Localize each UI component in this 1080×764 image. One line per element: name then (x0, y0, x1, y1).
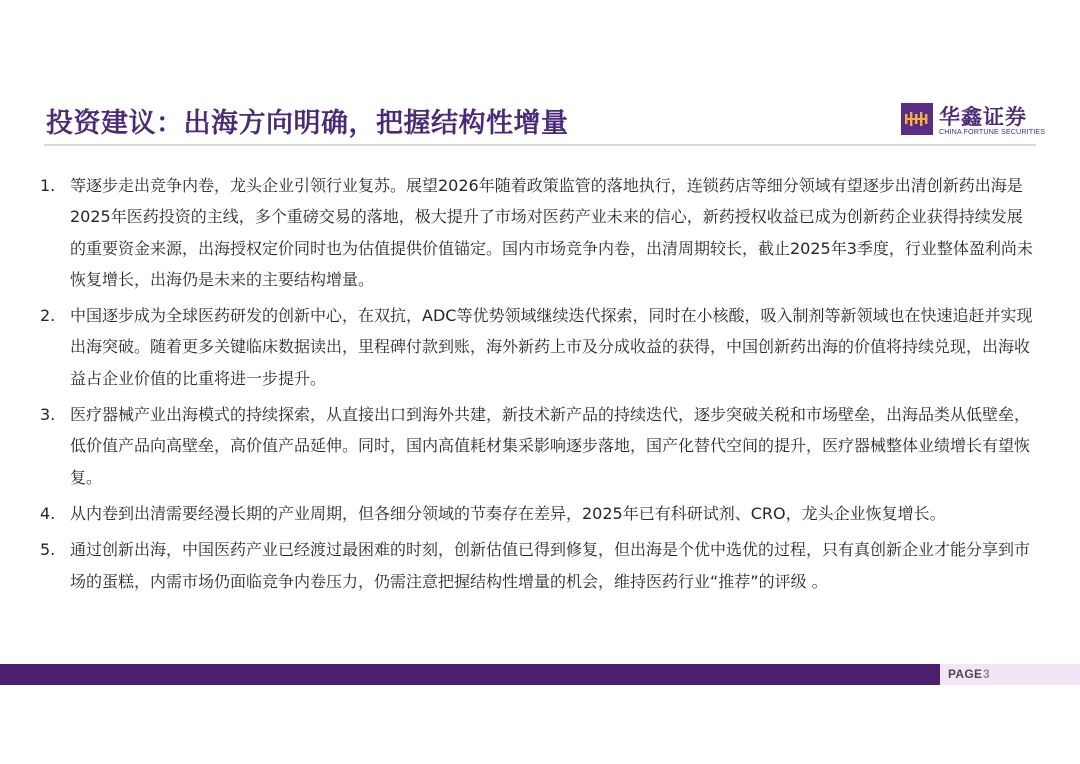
list-item-number: 3. (40, 405, 56, 425)
list-item-text: 等逐步走出竞争内卷，龙头企业引领行业复苏。展望2026年随着政策监管的落地执行，连锁药店等细分领域有望逐步出清创新药出海是2025年医药投资的主线，多个重磅交易的落地，极大提升了市场对医药产业未来的信心，新药授权收益已成为创新药企业获得持续发展的重要资金来源，出海授权定价同时也为估值提供价值锚定。国内市场竞争内卷，出清周期较长，截止2025年3季度，行业整体盈利尚未恢复增长，出海仍是未来的主要结构增量。 (70, 176, 1033, 289)
list-item (40, 399, 1036, 493)
list-item (40, 300, 1036, 394)
page-number: 3 (983, 667, 990, 681)
footer-bar (0, 664, 1080, 685)
page-title: 投资建议：出海方向明确，把握结构性增量 (46, 108, 569, 139)
huaxin-logo-icon (901, 103, 933, 135)
list-item-number: 5. (40, 540, 56, 560)
list-item (40, 534, 1036, 597)
list-item-number: 1. (40, 176, 56, 195)
recommendation-list (40, 170, 1036, 602)
title-divider (44, 144, 1036, 146)
page-label: PAGE (948, 667, 983, 681)
list-item-text: 中国逐步成为全球医药研发的创新中心，在双抗，ADC等优势领域继续迭代探索，同时在小核酸，吸入制剂等新领域也在快速追赶并实现出海突破。随着更多关键临床数据读出，里程碑付款到账，海外新药上市及分成收益的获得，中国创新药出海的价值将持续兑现，出海收益占企业价值的比重将进一步提升。 (70, 306, 1033, 388)
list-item-number: 4. (40, 503, 56, 523)
list-item-text: 医疗器械产业出海模式的持续探索，从直接出口到海外共建，新技术新产品的持续迭代，逐步突破关税和市场壁垒，出海品类从低壁垒，低价值产品向高壁垒，高价值产品延伸。同时，国内高值耗材集采影响逐步落地，国产化替代空间的提升，医疗器械整体业绩增长有望恢复。 (70, 405, 1031, 487)
list-item-text: 通过创新出海，中国医药产业已经渡过最困难的时刻，创新估值已得到修复，但出海是个优中选优的过程，只有真创新企业才能分享到市场的蛋糕，内需市场仍面临竞争内卷压力，仍需注意把握结构性增量的机会，维持医药行业“推荐”的评级 。 (70, 540, 1031, 591)
list-item (40, 498, 1036, 529)
logo-name: 华鑫证券 (939, 105, 1027, 129)
list-item (40, 170, 1036, 295)
logo-subtitle: CHINA FORTUNE SECURITIES (939, 127, 1046, 136)
list-item-text: 从内卷到出清需要经漫长期的产业周期，但各细分领域的节奏存在差异，2025年已有科研试剂、CRO，龙头企业恢复增长。 (70, 503, 946, 523)
company-logo (901, 101, 1046, 137)
list-item-number: 2. (40, 306, 56, 326)
